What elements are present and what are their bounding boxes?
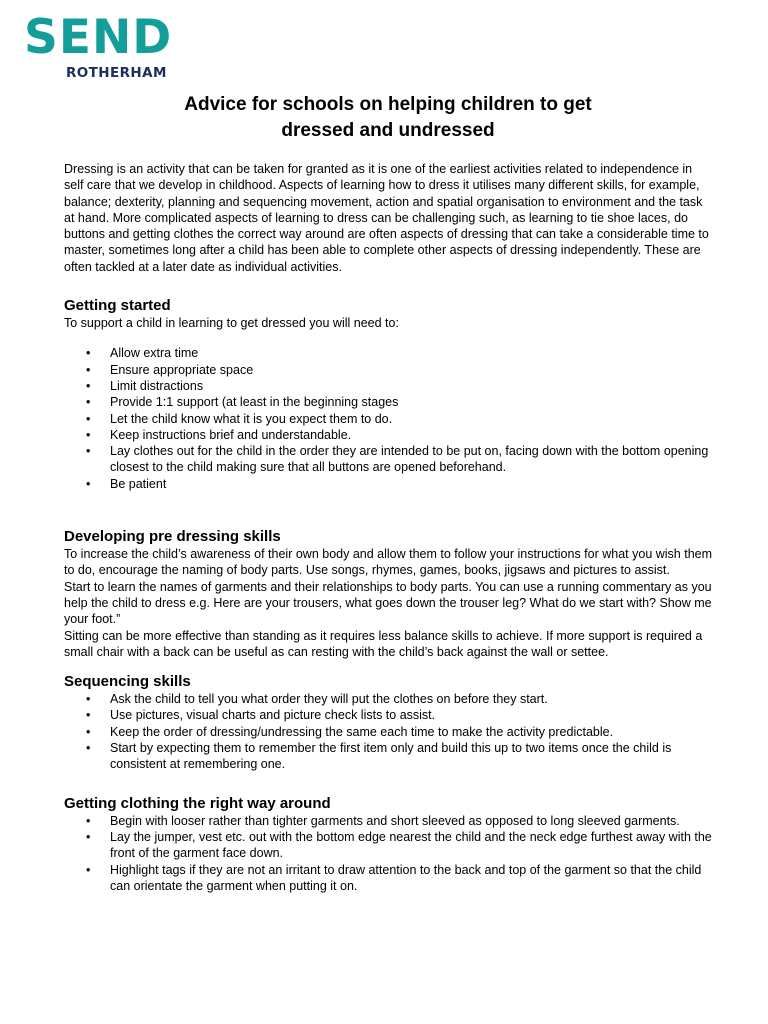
right-way-list [64, 813, 714, 894]
heading-pre-dressing: Developing pre dressing skills [64, 528, 281, 546]
list-item: • Provide 1:1 support (at least in the beginning stages [110, 394, 714, 410]
heading-right-way-around: Getting clothing the right way around [64, 794, 331, 812]
title-line-1: Advice for schools on helping children to get [184, 94, 592, 115]
pre-dressing-paragraph: Sitting can be more effective than standing as it requires less balance skills to achieve. If more support is required a small chair with a back can be useful as can resting with the child’s back against the wall or settee. [64, 628, 703, 659]
list-item: • Allow extra time [110, 345, 714, 361]
getting-started-lead: To support a child in learning to get dressed you will need to: [64, 316, 399, 331]
intro-paragraph: Dressing is an activity that can be taken for granted as it is one of the earliest activities related to independence in self care that we develop in childhood. Aspects of learning how to dress it utilises many different skills, for example, balance; dexterity, planning and sequencing movement, action and spatial organisation to environment and the task at hand. More complicated aspects of learning to dress can be challenging such, as learning to tie shoe laces, do buttons and getting clothes the correct way around are often aspects of dressing that can take a considerable time to master, sometimes long after a child has been able to complete other aspects of dressing independently. These are often tackled at a later date as individual activities. [64, 162, 709, 274]
list-item: • Limit distractions [110, 378, 714, 394]
sequencing-list [64, 691, 714, 772]
list-item: • Use pictures, visual charts and picture check lists to assist. [110, 707, 714, 723]
list-item: • Ask the child to tell you what order they will put the clothes on before they start. [110, 691, 714, 707]
pre-dressing-paragraph: To increase the child’s awareness of their own body and allow them to follow your instructions for what you wish them to do, encourage the naming of body parts. Use songs, rhymes, games, books, jigsaws and pictures to assist. [64, 547, 713, 578]
document-body [64, 161, 714, 894]
list-item: • Lay the jumper, vest etc. out with the bottom edge nearest the child and the neck edge furthest away with the front of the garment face down. [110, 829, 714, 862]
list-item: • Ensure appropriate space [110, 362, 714, 378]
logo-rotherham-text: ROTHERHAM [66, 65, 167, 81]
heading-getting-started: Getting started [64, 297, 171, 315]
list-item: • Start by expecting them to remember the first item only and build this up to two items once the child is consistent at remembering one. [110, 740, 714, 773]
list-item: • Highlight tags if they are not an irritant to draw attention to the back and top of the garment so that the child can orientate the garment when putting it on. [110, 862, 714, 895]
list-item: • Lay clothes out for the child in the order they are intended to be put on, facing down with the bottom opening closest to the child making sure that all buttons are opened beforehand. [110, 443, 714, 476]
title-line-2: dressed and undressed [281, 120, 495, 141]
send-rotherham-logo [24, 10, 174, 81]
list-item: • Let the child know what it is you expect them to do. [110, 411, 714, 427]
heading-sequencing: Sequencing skills [64, 673, 191, 691]
getting-started-list [64, 345, 714, 492]
logo-send-text: SEND [24, 10, 173, 65]
list-item: • Keep the order of dressing/undressing the same each time to make the activity predictable. [110, 724, 714, 740]
list-item: • Keep instructions brief and understandable. [110, 427, 714, 443]
list-item: • Begin with looser rather than tighter garments and short sleeved as opposed to long sleeved garments. [110, 813, 714, 829]
page-title [64, 92, 712, 144]
pre-dressing-paragraph: Start to learn the names of garments and their relationships to body parts. You can use a running commentary as you help the child to dress e.g. Here are your trousers, what goes down the trouser leg? What do we start with? Show me your foot.” [64, 579, 712, 627]
list-item: • Be patient [110, 476, 714, 492]
